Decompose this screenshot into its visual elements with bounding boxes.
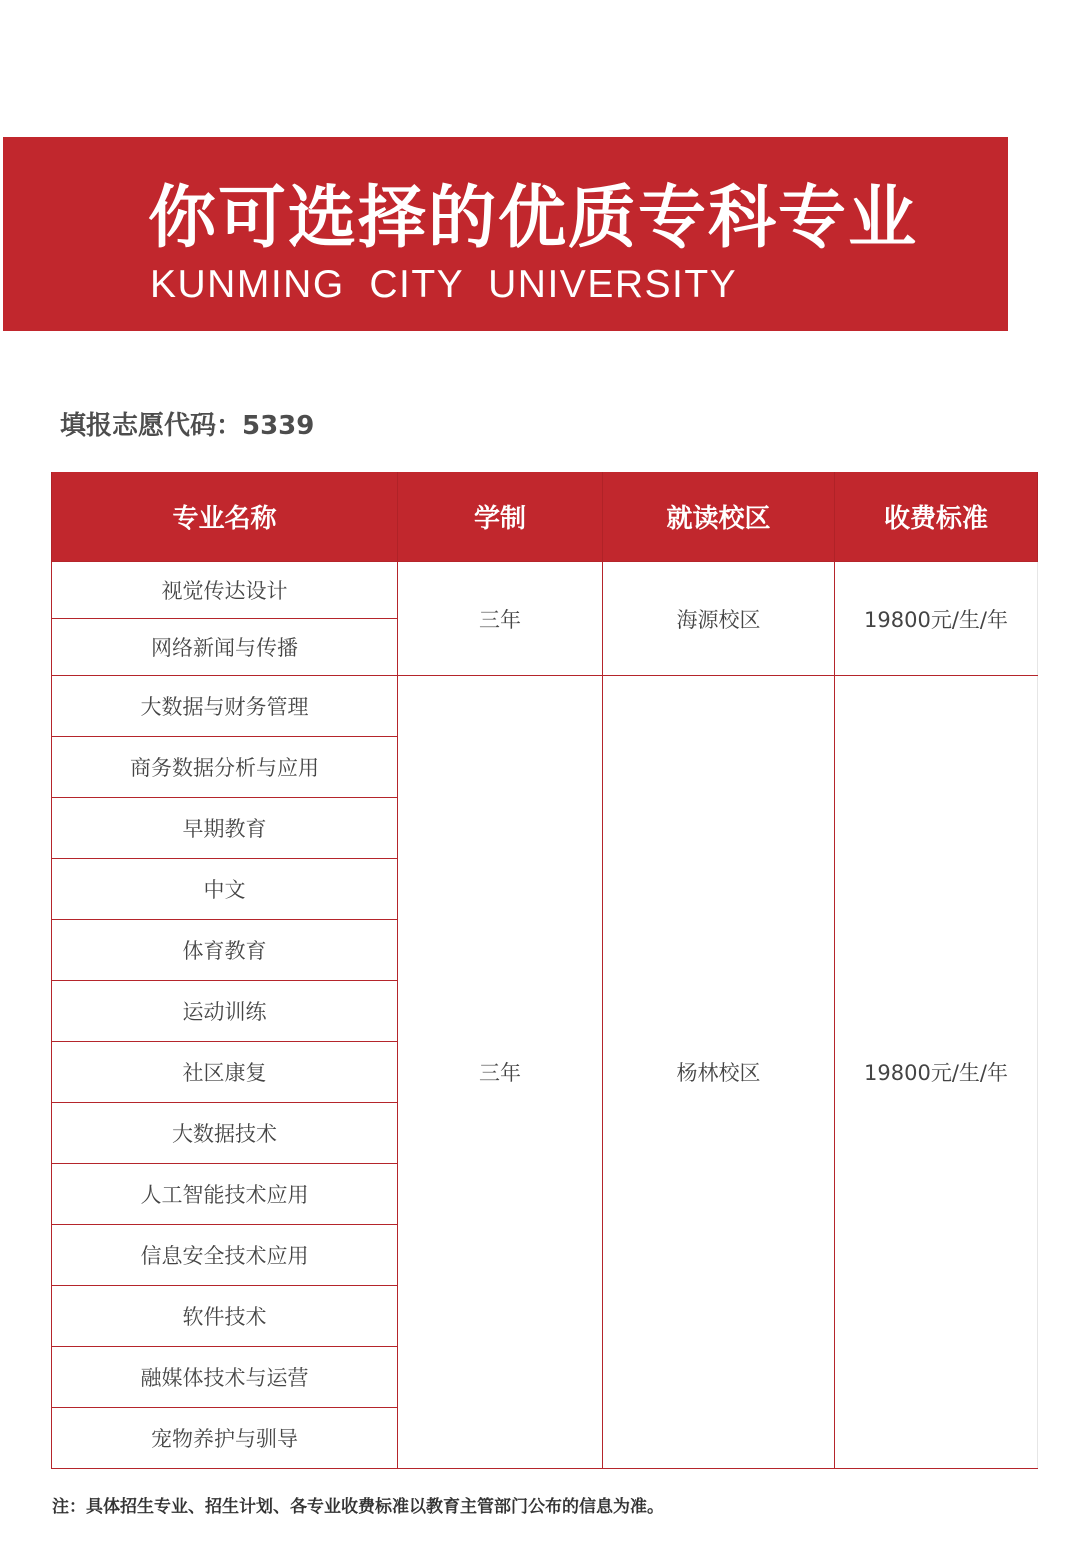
major-name: 人工智能技术应用 xyxy=(52,1164,398,1225)
header-campus: 就读校区 xyxy=(603,472,835,562)
campus-cell: 海源校区 xyxy=(603,562,835,676)
header-duration: 学制 xyxy=(398,472,603,562)
group-haiyuan xyxy=(52,562,1038,676)
major-name: 中文 xyxy=(52,859,398,920)
major-name: 体育教育 xyxy=(52,920,398,981)
fee-cell: 19800元/生/年 xyxy=(835,562,1038,676)
banner-title: 你可选择的优质专科专业 xyxy=(148,179,919,258)
table-header-row xyxy=(52,472,1038,562)
footnote: 注：具体招生专业、招生计划、各专业收费标准以教育主管部门公布的信息为准。 xyxy=(52,1497,664,1517)
fee-cell: 19800元/生/年 xyxy=(835,676,1038,1469)
major-name: 网络新闻与传播 xyxy=(52,619,398,676)
major-name: 软件技术 xyxy=(52,1286,398,1347)
table-row xyxy=(52,562,1038,619)
major-name: 早期教育 xyxy=(52,798,398,859)
major-name: 视觉传达设计 xyxy=(52,562,398,619)
table-row xyxy=(52,676,1038,737)
major-name: 运动训练 xyxy=(52,981,398,1042)
major-name: 社区康复 xyxy=(52,1042,398,1103)
header-major-name: 专业名称 xyxy=(52,472,398,562)
majors-table xyxy=(51,472,1038,1469)
major-name: 宠物养护与驯导 xyxy=(52,1408,398,1469)
group-yanglin xyxy=(52,676,1038,1469)
major-name: 大数据与财务管理 xyxy=(52,676,398,737)
major-name: 商务数据分析与应用 xyxy=(52,737,398,798)
major-name: 信息安全技术应用 xyxy=(52,1225,398,1286)
enroll-code: 填报志愿代码：5339 xyxy=(60,411,315,441)
campus-cell: 杨林校区 xyxy=(603,676,835,1469)
header-fee: 收费标准 xyxy=(835,472,1038,562)
duration-cell: 三年 xyxy=(398,562,603,676)
banner-subtitle: KUNMING CITY UNIVERSITY xyxy=(150,263,738,306)
major-name: 融媒体技术与运营 xyxy=(52,1347,398,1408)
major-name: 大数据技术 xyxy=(52,1103,398,1164)
duration-cell: 三年 xyxy=(398,676,603,1469)
